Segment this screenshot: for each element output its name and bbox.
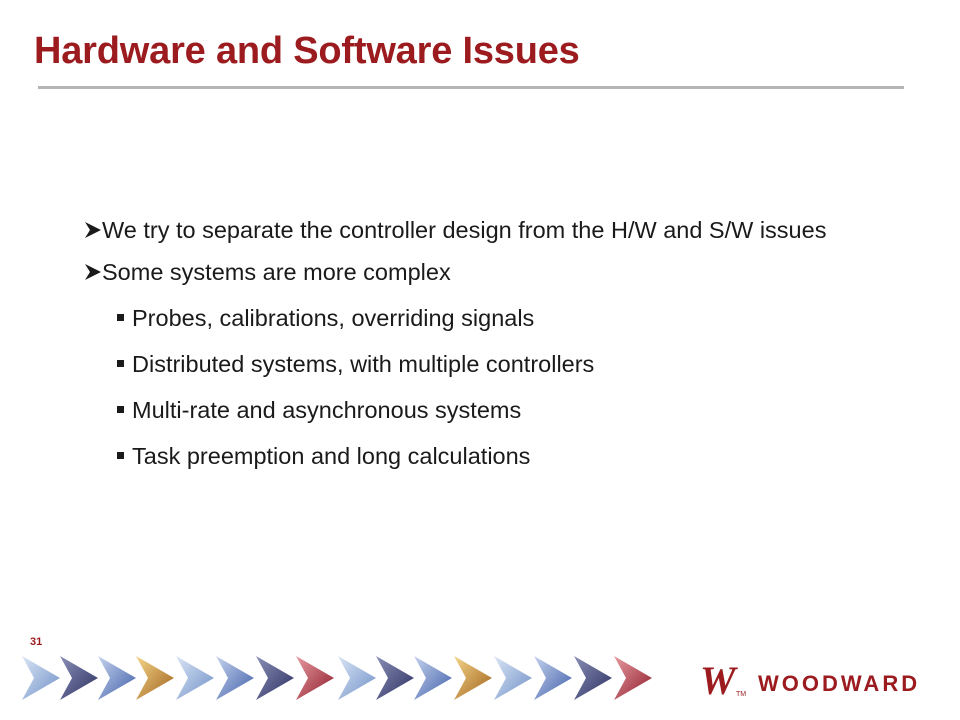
arrow-tile-14: [534, 656, 572, 700]
arrow-tile-9: [338, 656, 376, 700]
arrow-tile-10: [376, 656, 414, 700]
bullet-text: We try to separate the controller design from the H/W and S/W issues: [102, 217, 827, 243]
arrow-tile-16: [614, 656, 652, 700]
sub-bullet-text: Distributed systems, with multiple controllers: [132, 351, 595, 377]
arrow-tile-13: [494, 656, 532, 700]
arrow-tile-15: [574, 656, 612, 700]
sub-bullet-text: Probes, calibrations, overriding signals: [132, 305, 535, 331]
arrow-tile-8: [296, 656, 334, 700]
logo-mark: W: [700, 660, 736, 700]
square-bullet-icon: [117, 314, 124, 321]
arrow-tile-6: [216, 656, 254, 700]
sub-bullet-item-2: [84, 348, 884, 380]
arrow-tile-4: [136, 656, 174, 700]
logo-trademark: TM: [736, 691, 747, 698]
title-underline: [38, 86, 904, 89]
sub-bullet-text: Multi-rate and asynchronous systems: [132, 397, 522, 423]
arrow-tile-1: [22, 656, 60, 700]
sub-bullet-item-3: [84, 394, 884, 426]
arrow-tile-7: [256, 656, 294, 700]
slide-title: Hardware and Software Issues: [34, 30, 580, 72]
bullet-item-2: [84, 256, 884, 288]
page-number: 31: [30, 636, 43, 648]
sub-bullet-text: Task preemption and long calculations: [132, 443, 531, 469]
arrow-bullet-icon: [84, 221, 102, 239]
square-bullet-icon: [117, 406, 124, 413]
arrow-tile-11: [414, 656, 452, 700]
bullet-item-1: [84, 214, 884, 246]
logo-wordmark: WOODWARD: [758, 671, 921, 696]
decorative-arrow-strip: [20, 650, 670, 706]
sub-bullet-item-1: [84, 302, 884, 334]
square-bullet-icon: [117, 360, 124, 367]
bullet-list: [84, 214, 884, 486]
arrow-tile-2: [60, 656, 98, 700]
arrow-bullet-icon: [84, 263, 102, 281]
arrow-tile-5: [176, 656, 214, 700]
arrow-tile-12: [454, 656, 492, 700]
woodward-logo: [700, 660, 940, 700]
arrow-tile-3: [98, 656, 136, 700]
square-bullet-icon: [117, 452, 124, 459]
bullet-text: Some systems are more complex: [102, 259, 451, 285]
sub-bullet-item-4: [84, 440, 884, 472]
